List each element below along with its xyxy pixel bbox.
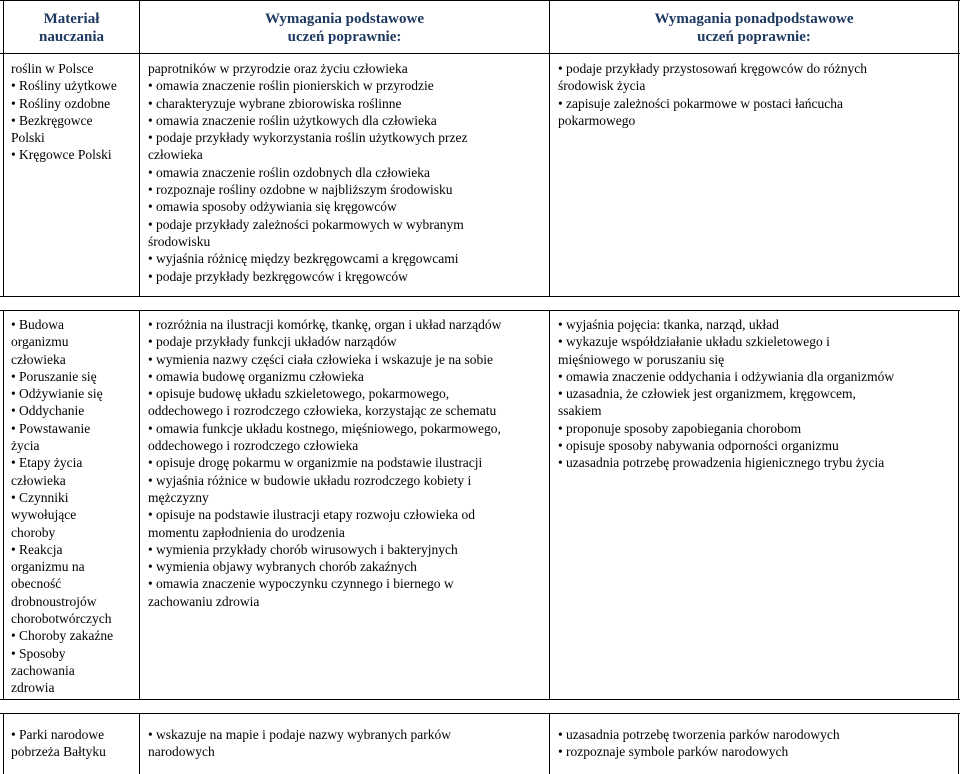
list-item — [148, 333, 548, 350]
list-item — [558, 333, 958, 350]
item-text: opisuje drogę pokarmu w organizmie na podstawie ilustracji — [156, 455, 483, 471]
list-item — [11, 541, 139, 558]
item-text: organizmu na — [11, 559, 85, 575]
list-item — [148, 129, 548, 146]
item-text: omawia funkcje układu kostnego, mięśniowego, pokarmowego, — [156, 420, 501, 436]
list-item — [558, 95, 958, 112]
bullet-icon: • — [148, 182, 153, 198]
bullet-icon: • — [11, 628, 16, 644]
item-text: wymienia nazwy części ciała człowieka i wskazuje je na sobie — [156, 351, 493, 367]
item-text: wywołujące — [11, 507, 77, 523]
item-text: chorobotwórczych — [11, 611, 112, 627]
cell-basic — [148, 726, 548, 761]
list-item — [148, 198, 548, 215]
list-item-continuation — [558, 112, 958, 129]
list-item-continuation — [148, 593, 548, 610]
list-item — [11, 146, 139, 163]
list-item — [558, 316, 958, 333]
item-text: omawia znaczenie roślin ozdobnych dla człowieka — [156, 164, 431, 180]
header-line: Materiał — [43, 11, 100, 27]
header-line: Wymagania ponadpodstawowe — [654, 11, 854, 27]
item-text: człowieka — [11, 351, 66, 367]
bullet-icon: • — [558, 438, 563, 454]
item-text: mięśniowego w poruszaniu się — [558, 351, 725, 367]
item-text: mężczyzny — [148, 489, 209, 505]
item-text: Sposoby — [19, 645, 66, 661]
bullet-icon: • — [558, 420, 563, 436]
item-text: zachowania — [11, 662, 75, 678]
cell-advanced — [558, 726, 958, 761]
item-text: oddechowego i rozrodczego człowieka — [148, 438, 359, 454]
item-text: opisuje sposoby nabywania odporności organizmu — [566, 438, 839, 454]
item-text: Polski — [11, 130, 45, 146]
item-text: człowieka — [148, 147, 203, 163]
item-text: Etapy życia — [19, 455, 83, 471]
bullet-icon: • — [148, 216, 153, 232]
bullet-icon: • — [558, 61, 563, 76]
list-item — [148, 420, 548, 437]
bullet-icon: • — [148, 112, 153, 128]
bullet-icon: • — [148, 334, 153, 350]
item-text: charakteryzuje wybrane zbiorowiska roślinne — [156, 95, 402, 111]
row-divider — [0, 713, 960, 714]
list-item — [11, 368, 139, 385]
item-text: pobrzeża Bałtyku — [11, 744, 106, 760]
item-text: uzasadnia, że człowiek jest organizmem, kręgowcem, — [566, 386, 856, 402]
column-divider — [139, 310, 140, 699]
list-item — [11, 402, 139, 419]
list-item-continuation — [558, 77, 958, 94]
header-line: nauczania — [38, 29, 104, 45]
list-item-continuation — [11, 437, 139, 454]
bullet-icon: • — [148, 386, 153, 402]
item-text: zapisuje zależności pokarmowe w postaci łańcucha — [566, 95, 844, 111]
item-text: drobnoustrojów — [11, 593, 97, 609]
list-item-continuation — [11, 333, 139, 350]
item-text: proponuje sposoby zapobiegania chorobom — [566, 420, 802, 436]
bullet-icon: • — [558, 368, 563, 384]
list-item — [558, 743, 958, 760]
item-text: Rośliny użytkowe — [19, 78, 117, 94]
item-text: Czynniki — [19, 489, 69, 505]
bullet-icon: • — [11, 147, 16, 163]
list-item — [11, 420, 139, 437]
cell-basic — [148, 60, 548, 285]
row-divider — [0, 296, 960, 297]
bullet-icon: • — [148, 472, 153, 488]
item-text: Reakcja — [19, 541, 63, 557]
item-text: opisuje na podstawie ilustracji etapy rozwoju człowieka od — [156, 507, 476, 523]
list-item — [148, 472, 548, 489]
item-text: pokarmowego — [558, 112, 636, 128]
list-item — [148, 181, 548, 198]
item-text: Rośliny ozdobne — [19, 95, 111, 111]
item-text: omawia budowę organizmu człowieka — [156, 368, 364, 384]
list-item-continuation — [11, 524, 139, 541]
item-text: środowisk życia — [558, 78, 646, 94]
bullet-icon: • — [148, 507, 153, 523]
bullet-icon: • — [11, 541, 16, 557]
list-item-continuation — [148, 437, 548, 454]
list-item-continuation — [11, 351, 139, 368]
bullet-icon: • — [11, 78, 16, 94]
item-text: opisuje budowę układu szkieletowego, pokarmowego, — [156, 386, 450, 402]
item-text: Choroby zakaźne — [19, 628, 114, 644]
list-item — [148, 541, 548, 558]
row-divider — [0, 699, 960, 700]
list-item — [148, 368, 548, 385]
table-border-top — [0, 0, 960, 1]
bullet-icon: • — [11, 368, 16, 384]
bullet-icon: • — [11, 455, 16, 471]
bullet-icon: • — [11, 112, 16, 128]
bullet-icon: • — [11, 95, 16, 111]
item-text: wyjaśnia pojęcia: tkanka, narząd, układ — [566, 317, 779, 332]
header-line: uczeń poprawnie: — [287, 29, 402, 45]
list-item — [11, 385, 139, 402]
list-item — [148, 250, 548, 267]
bullet-icon: • — [148, 268, 153, 284]
item-text: ssakiem — [558, 403, 602, 419]
item-text: omawia sposoby odżywiania się kręgowców — [156, 199, 397, 215]
item-text: oddechowego i rozrodczego człowieka, korzystając ze schematu — [148, 403, 497, 419]
bullet-icon: • — [148, 541, 153, 557]
bullet-icon: • — [558, 727, 563, 742]
bullet-icon: • — [148, 455, 153, 471]
list-item-continuation — [11, 575, 139, 592]
row-divider — [0, 310, 960, 311]
list-item-continuation — [11, 593, 139, 610]
item-text: podaje przykłady bezkręgowców i kręgowców — [156, 268, 408, 284]
item-text: rozróżnia na ilustracji komórkę, tkankę, organ i układ narządów — [156, 317, 502, 332]
item-text: podaje przykłady przystosowań kręgowców do różnych — [566, 61, 868, 76]
list-item-continuation — [11, 558, 139, 575]
list-item — [11, 489, 139, 506]
item-text: omawia znaczenie wypoczynku czynnego i biernego w — [156, 576, 454, 592]
item-text: paprotników w przyrodzie oraz życiu człowieka — [148, 61, 408, 76]
item-text: wymienia przykłady chorób wirusowych i bakteryjnych — [156, 541, 458, 557]
list-item — [11, 77, 139, 94]
list-item — [148, 112, 548, 129]
bullet-icon: • — [148, 78, 153, 94]
column-divider — [3, 310, 4, 699]
list-item-continuation — [558, 351, 958, 368]
list-item-continuation — [148, 524, 548, 541]
list-item-continuation — [11, 743, 139, 760]
bullet-icon: • — [11, 727, 16, 742]
bullet-icon: • — [148, 199, 153, 215]
list-item-continuation — [148, 233, 548, 250]
list-item — [148, 164, 548, 181]
item-text: Parki narodowe — [19, 727, 105, 742]
item-text: uzasadnia potrzebę prowadzenia higienicznego trybu życia — [566, 455, 885, 471]
header-advanced-requirements — [550, 10, 958, 46]
item-text: wyjaśnia różnice w budowie układu rozrodczego kobiety i — [156, 472, 472, 488]
item-text: omawia znaczenie oddychania i odżywiania dla organizmów — [566, 368, 895, 384]
header-basic-requirements — [140, 10, 549, 46]
header-material — [4, 10, 139, 46]
item-text: momentu zapłodnienia do urodzenia — [148, 524, 345, 540]
list-item — [558, 420, 958, 437]
list-item-continuation — [148, 146, 548, 163]
list-item — [148, 454, 548, 471]
item-text: uzasadnia potrzebę tworzenia parków narodowych — [566, 727, 840, 742]
item-text: wyjaśnia różnicę między bezkręgowcami a kręgowcami — [156, 251, 459, 267]
item-text: Powstawanie — [19, 420, 91, 436]
column-divider — [958, 0, 959, 296]
item-text: wskazuje na mapie i podaje nazwy wybranych parków — [156, 727, 452, 742]
item-text: narodowych — [148, 744, 215, 760]
bullet-icon: • — [11, 403, 16, 419]
item-text: życia — [11, 438, 40, 454]
list-item — [558, 385, 958, 402]
item-text: organizmu — [11, 334, 69, 350]
bullet-icon: • — [148, 317, 153, 332]
item-text: wymienia objawy wybranych chorób zakaźnych — [156, 559, 417, 575]
item-text: choroby — [11, 524, 56, 540]
header-divider — [0, 53, 960, 54]
item-text: zdrowia — [11, 680, 55, 696]
list-item — [148, 268, 548, 285]
item-text: człowieka — [11, 472, 66, 488]
bullet-icon: • — [11, 317, 16, 332]
bullet-icon: • — [558, 95, 563, 111]
item-text: omawia znaczenie roślin pionierskich w przyrodzie — [156, 78, 434, 94]
item-text: Oddychanie — [19, 403, 85, 419]
column-divider — [958, 310, 959, 699]
bullet-icon: • — [558, 317, 563, 332]
list-item — [148, 95, 548, 112]
list-item — [558, 60, 958, 77]
bullet-icon: • — [11, 645, 16, 661]
bullet-icon: • — [148, 130, 153, 146]
item-text: Odżywianie się — [19, 386, 103, 402]
item-text: obecność — [11, 576, 62, 592]
item-text: omawia znaczenie roślin użytkowych dla człowieka — [156, 112, 437, 128]
bullet-icon: • — [558, 455, 563, 471]
bullet-icon: • — [148, 576, 153, 592]
list-item — [148, 316, 548, 333]
item-text: podaje przykłady wykorzystania roślin użytkowych przez — [156, 130, 468, 146]
bullet-icon: • — [11, 420, 16, 436]
item-text: rozpoznaje rośliny ozdobne w najbliższym środowisku — [156, 182, 453, 198]
bullet-icon: • — [558, 386, 563, 402]
item-text: zachowaniu zdrowia — [148, 593, 260, 609]
bullet-icon: • — [148, 559, 153, 575]
cell-material — [11, 60, 139, 164]
list-item — [11, 726, 139, 743]
list-item-continuation — [558, 402, 958, 419]
bullet-icon: • — [558, 334, 563, 350]
column-divider — [549, 310, 550, 699]
cell-basic — [148, 316, 548, 610]
cell-advanced — [558, 316, 958, 472]
list-item — [558, 726, 958, 743]
list-item-continuation — [148, 743, 548, 760]
list-item-continuation — [148, 402, 548, 419]
cell-advanced — [558, 60, 958, 129]
bullet-icon: • — [11, 489, 16, 505]
list-item-continuation — [11, 610, 139, 627]
bullet-icon: • — [148, 727, 153, 742]
item-text: podaje przykłady funkcji układów narządów — [156, 334, 397, 350]
list-item — [558, 368, 958, 385]
bullet-icon: • — [11, 386, 16, 402]
bullet-icon: • — [148, 420, 153, 436]
list-item — [11, 95, 139, 112]
list-item — [11, 316, 139, 333]
list-item — [11, 627, 139, 644]
list-item — [11, 112, 139, 129]
item-text: Kręgowce Polski — [19, 147, 112, 163]
list-item-continuation — [11, 129, 139, 146]
list-item-continuation — [11, 662, 139, 679]
list-item — [558, 454, 958, 471]
item-text: rozpoznaje symbole parków narodowych — [566, 744, 789, 760]
list-item — [148, 77, 548, 94]
list-item — [11, 454, 139, 471]
item-text: Bezkręgowce — [19, 112, 93, 128]
bullet-icon: • — [558, 744, 563, 760]
column-divider — [139, 713, 140, 774]
list-item-continuation — [11, 60, 139, 77]
bullet-icon: • — [148, 251, 153, 267]
list-item — [148, 385, 548, 402]
item-text: podaje przykłady zależności pokarmowych w wybranym — [156, 216, 464, 232]
list-item-continuation — [11, 679, 139, 696]
bullet-icon: • — [148, 368, 153, 384]
cell-material — [11, 316, 139, 697]
bullet-icon: • — [148, 164, 153, 180]
header-line: Wymagania podstawowe — [264, 11, 425, 27]
header-line: uczeń poprawnie: — [697, 29, 811, 45]
item-text: wykazuje współdziałanie układu szkieletowego i — [566, 334, 830, 350]
list-item-continuation — [148, 60, 548, 77]
list-item-continuation — [11, 506, 139, 523]
list-item — [148, 558, 548, 575]
bullet-icon: • — [148, 351, 153, 367]
list-item-continuation — [11, 472, 139, 489]
item-text: Poruszanie się — [19, 368, 97, 384]
list-item — [11, 645, 139, 662]
bullet-icon: • — [148, 95, 153, 111]
column-divider — [3, 713, 4, 774]
list-item — [558, 437, 958, 454]
item-text: Budowa — [19, 317, 64, 332]
column-divider — [958, 713, 959, 774]
item-text: roślin w Polsce — [11, 61, 94, 76]
list-item — [148, 351, 548, 368]
list-item — [148, 506, 548, 523]
column-divider — [549, 713, 550, 774]
list-item — [148, 726, 548, 743]
item-text: środowisku — [148, 233, 211, 249]
list-item — [148, 575, 548, 592]
cell-material — [11, 726, 139, 761]
list-item — [148, 216, 548, 233]
list-item-continuation — [148, 489, 548, 506]
